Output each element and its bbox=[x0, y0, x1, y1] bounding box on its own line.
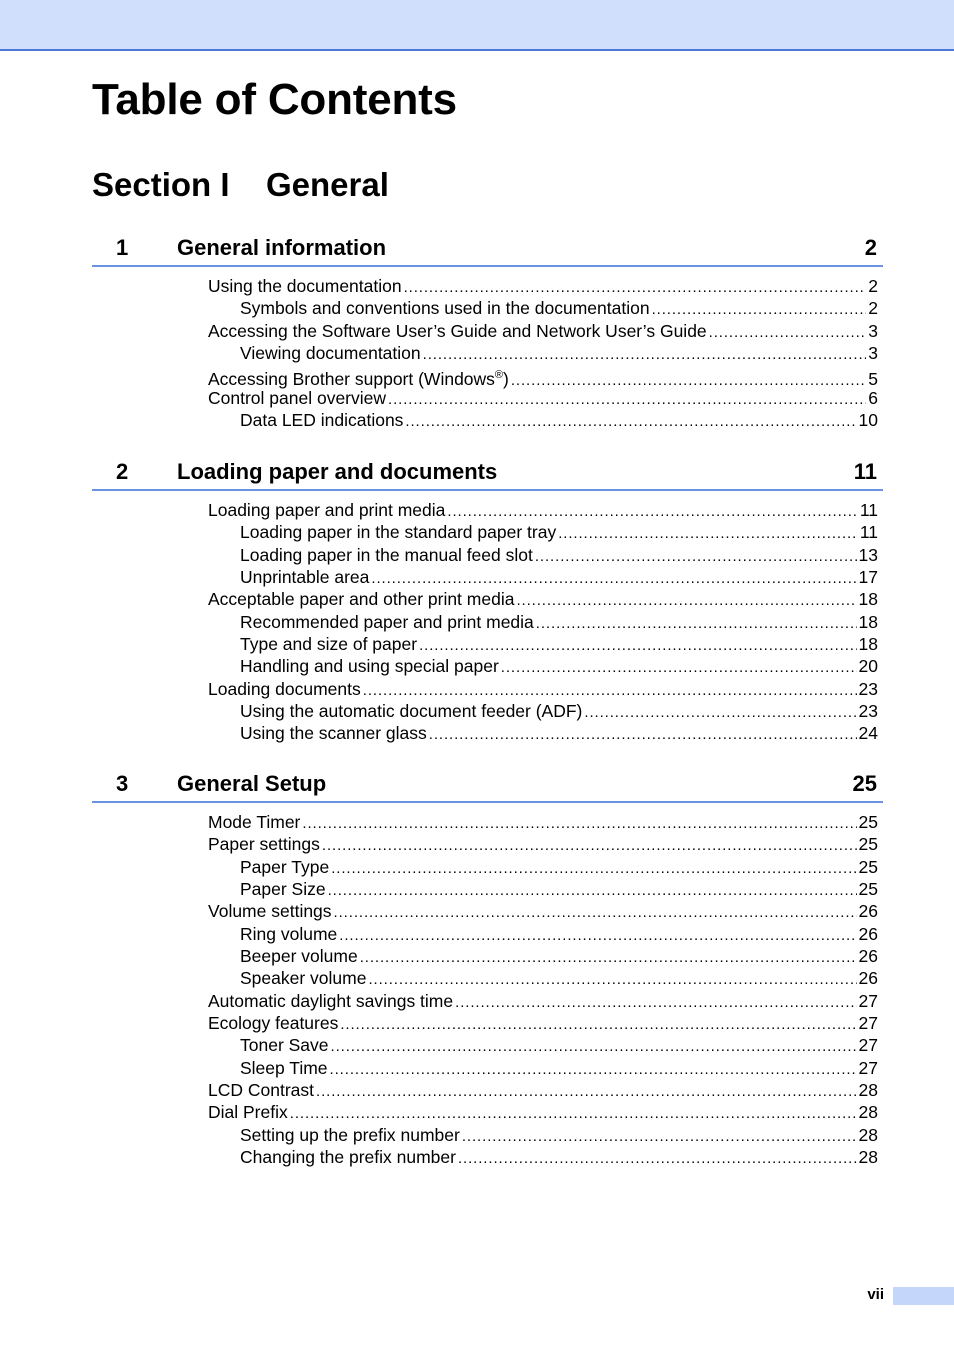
toc-entry[interactable] bbox=[92, 342, 883, 364]
entry-page: 23 bbox=[858, 701, 878, 722]
chapter-page: 11 bbox=[853, 459, 877, 484]
chapter-number: 1 bbox=[116, 235, 129, 260]
chapter-page: 2 bbox=[864, 235, 877, 260]
dot-leader bbox=[404, 277, 867, 299]
toc-entry[interactable] bbox=[92, 722, 883, 744]
chapter-heading[interactable] bbox=[92, 455, 883, 491]
entry-page: 24 bbox=[858, 723, 878, 744]
page-title: Table of Contents bbox=[92, 75, 457, 124]
entry-title: Speaker volume bbox=[240, 968, 367, 989]
dot-leader bbox=[328, 880, 857, 902]
dot-leader bbox=[455, 992, 856, 1014]
entry-page: 25 bbox=[858, 856, 878, 877]
toc-entry[interactable] bbox=[92, 588, 883, 610]
entry-page: 18 bbox=[858, 589, 878, 610]
entry-title: Symbols and conventions used in the documentation bbox=[240, 298, 650, 319]
chapter-number: 2 bbox=[116, 459, 129, 484]
dot-leader bbox=[423, 344, 867, 366]
entry-page: 2 bbox=[868, 298, 878, 319]
entry-page: 26 bbox=[858, 946, 878, 967]
entry-page: 27 bbox=[858, 1057, 878, 1078]
dot-leader bbox=[536, 613, 857, 635]
dot-leader bbox=[429, 724, 857, 746]
entry-page: 25 bbox=[858, 812, 878, 832]
toc-entries bbox=[92, 499, 883, 745]
toc-entry[interactable] bbox=[92, 275, 883, 297]
toc-entry[interactable] bbox=[92, 320, 883, 342]
chapter-number: 3 bbox=[116, 771, 129, 796]
entry-title: Paper settings bbox=[208, 834, 320, 855]
entry-page: 27 bbox=[858, 1035, 878, 1056]
entry-title: Data LED indications bbox=[240, 410, 404, 431]
dot-leader bbox=[447, 501, 857, 523]
dot-leader bbox=[462, 1126, 857, 1148]
dot-leader bbox=[368, 969, 856, 991]
dot-leader bbox=[709, 322, 867, 344]
toc-entry[interactable] bbox=[92, 900, 883, 922]
toc-entry[interactable] bbox=[92, 700, 883, 722]
section-number: Section I bbox=[92, 166, 230, 203]
entry-page: 6 bbox=[868, 387, 878, 408]
dot-leader bbox=[405, 411, 856, 433]
toc-entry[interactable] bbox=[92, 945, 883, 967]
toc-entry[interactable] bbox=[92, 811, 883, 833]
dot-leader bbox=[331, 858, 856, 880]
chapter-3 bbox=[92, 767, 883, 1169]
toc-entry[interactable] bbox=[92, 1124, 883, 1146]
entry-page: 18 bbox=[858, 611, 878, 632]
chapter-page: 25 bbox=[852, 771, 877, 796]
dot-leader bbox=[290, 1103, 857, 1125]
toc-entry[interactable] bbox=[92, 409, 883, 431]
entry-page: 11 bbox=[859, 522, 878, 543]
dot-leader bbox=[331, 1036, 857, 1058]
entry-title: Beeper volume bbox=[240, 946, 358, 967]
entry-title: Using the documentation bbox=[208, 276, 402, 296]
dot-leader bbox=[334, 902, 857, 924]
toc-entry[interactable] bbox=[92, 499, 883, 521]
entry-title: Handling and using special paper bbox=[240, 656, 499, 677]
dot-leader bbox=[316, 1081, 857, 1103]
toc-entry[interactable] bbox=[92, 655, 883, 677]
toc-entry[interactable] bbox=[92, 544, 883, 566]
entry-page: 3 bbox=[868, 343, 878, 364]
toc-entry[interactable] bbox=[92, 297, 883, 319]
chapter-heading[interactable] bbox=[92, 767, 883, 803]
entry-title: Loading paper in the manual feed slot bbox=[240, 544, 533, 565]
dot-leader bbox=[340, 1014, 856, 1036]
dot-leader bbox=[516, 590, 856, 612]
toc-entry[interactable] bbox=[92, 678, 883, 700]
chapter-title: Loading paper and documents bbox=[177, 459, 498, 484]
dot-leader bbox=[363, 680, 857, 702]
entry-title-text: Accessing Brother support (Windows bbox=[208, 369, 495, 390]
entry-page: 20 bbox=[858, 656, 878, 677]
entry-title: Dial Prefix bbox=[208, 1102, 288, 1123]
dot-leader bbox=[330, 1059, 857, 1081]
dot-leader bbox=[558, 523, 858, 545]
entry-title: Mode Timer bbox=[208, 812, 301, 832]
dot-leader bbox=[322, 835, 857, 857]
entry-title: Automatic daylight savings time bbox=[208, 990, 454, 1011]
entry-page: 26 bbox=[858, 923, 878, 944]
dot-leader bbox=[371, 568, 856, 590]
dot-leader bbox=[302, 813, 856, 835]
entry-page: 18 bbox=[858, 634, 878, 655]
entry-page: 17 bbox=[858, 567, 878, 588]
toc-entry[interactable] bbox=[92, 1101, 883, 1123]
section-heading bbox=[92, 165, 389, 205]
entry-page: 28 bbox=[858, 1147, 878, 1168]
toc-entries bbox=[92, 275, 883, 431]
entry-page: 27 bbox=[858, 1013, 878, 1034]
entry-page: 2 bbox=[868, 276, 878, 296]
toc-entry[interactable] bbox=[92, 878, 883, 900]
dot-leader bbox=[388, 389, 866, 411]
entry-page: 23 bbox=[858, 678, 878, 699]
entry-title: Volume settings bbox=[208, 901, 332, 922]
entry-title: Ecology features bbox=[208, 1013, 339, 1034]
footer-tab bbox=[893, 1287, 954, 1305]
entry-page: 26 bbox=[858, 968, 878, 989]
dot-leader bbox=[419, 635, 856, 657]
dot-leader bbox=[535, 546, 857, 568]
entry-title: Acceptable paper and other print media bbox=[208, 589, 515, 610]
toc-entries bbox=[92, 811, 883, 1169]
entry-page: 25 bbox=[858, 879, 878, 900]
entry-title: Accessing the Software User’s Guide and Network User’s Guide bbox=[208, 320, 707, 341]
entry-title: Setting up the prefix number bbox=[240, 1124, 460, 1145]
entry-page: 25 bbox=[858, 834, 878, 855]
toc-entry[interactable] bbox=[92, 521, 883, 543]
entry-title: Paper Type bbox=[240, 856, 330, 877]
entry-title: Using the scanner glass bbox=[240, 723, 427, 744]
entry-page: 26 bbox=[858, 901, 878, 922]
toc-entry[interactable] bbox=[92, 611, 883, 633]
toc-entry[interactable] bbox=[92, 1057, 883, 1079]
entry-page: 28 bbox=[858, 1124, 878, 1145]
entry-title: LCD Contrast bbox=[208, 1080, 315, 1101]
section-title: General bbox=[266, 166, 389, 203]
entry-page: 28 bbox=[858, 1102, 878, 1123]
entry-title: Loading paper in the standard paper tray bbox=[240, 522, 557, 543]
dot-leader bbox=[458, 1148, 857, 1170]
entry-title: Ring volume bbox=[240, 923, 338, 944]
toc-entry[interactable] bbox=[92, 1034, 883, 1056]
toc-entry[interactable] bbox=[92, 364, 883, 390]
toc-entry[interactable] bbox=[92, 967, 883, 989]
toc-entry[interactable] bbox=[92, 1146, 883, 1168]
entry-title: Control panel overview bbox=[208, 387, 387, 408]
chapter-title: General information bbox=[177, 235, 387, 260]
entry-page: 5 bbox=[868, 369, 878, 390]
entry-page: 13 bbox=[858, 544, 878, 565]
chapter-2 bbox=[92, 455, 883, 745]
entry-page: 11 bbox=[859, 500, 878, 520]
dot-leader bbox=[360, 947, 857, 969]
toc-entry[interactable] bbox=[92, 923, 883, 945]
entry-page: 3 bbox=[868, 320, 878, 341]
dot-leader bbox=[584, 702, 856, 724]
toc-entry[interactable] bbox=[92, 1012, 883, 1034]
entry-page: 10 bbox=[858, 410, 878, 431]
chapter-1 bbox=[92, 231, 883, 431]
entry-title: Viewing documentation bbox=[240, 343, 421, 364]
entry-title: Recommended paper and print media bbox=[240, 611, 534, 632]
dot-leader bbox=[652, 299, 867, 321]
toc-entry[interactable] bbox=[92, 566, 883, 588]
toc-entry[interactable] bbox=[92, 1079, 883, 1101]
dot-leader bbox=[501, 657, 857, 679]
chapter-heading[interactable] bbox=[92, 231, 883, 267]
chapter-title: General Setup bbox=[177, 771, 327, 796]
entry-title: Using the automatic document feeder (ADF) bbox=[240, 701, 583, 722]
entry-title-suffix: ) bbox=[503, 369, 509, 390]
toc-entry[interactable] bbox=[92, 856, 883, 878]
toc-entry[interactable] bbox=[92, 387, 883, 409]
entry-title: Toner Save bbox=[240, 1035, 329, 1056]
entry-title: Paper Size bbox=[240, 879, 326, 900]
toc-entry[interactable] bbox=[92, 833, 883, 855]
entry-title: Loading documents bbox=[208, 678, 361, 699]
toc-entry[interactable] bbox=[92, 990, 883, 1012]
page-number: vii bbox=[867, 1286, 884, 1303]
entry-title: Sleep Time bbox=[240, 1057, 328, 1078]
header-band bbox=[0, 0, 954, 51]
entry-title: Changing the prefix number bbox=[240, 1147, 456, 1168]
entry-page: 27 bbox=[858, 990, 878, 1011]
toc-entry[interactable] bbox=[92, 633, 883, 655]
entry-title: Type and size of paper bbox=[240, 634, 418, 655]
entry-page: 28 bbox=[858, 1080, 878, 1101]
entry-title: Loading paper and print media bbox=[208, 500, 446, 520]
registered-mark: ® bbox=[494, 369, 504, 382]
entry-title: Unprintable area bbox=[240, 567, 370, 588]
dot-leader bbox=[339, 925, 856, 947]
